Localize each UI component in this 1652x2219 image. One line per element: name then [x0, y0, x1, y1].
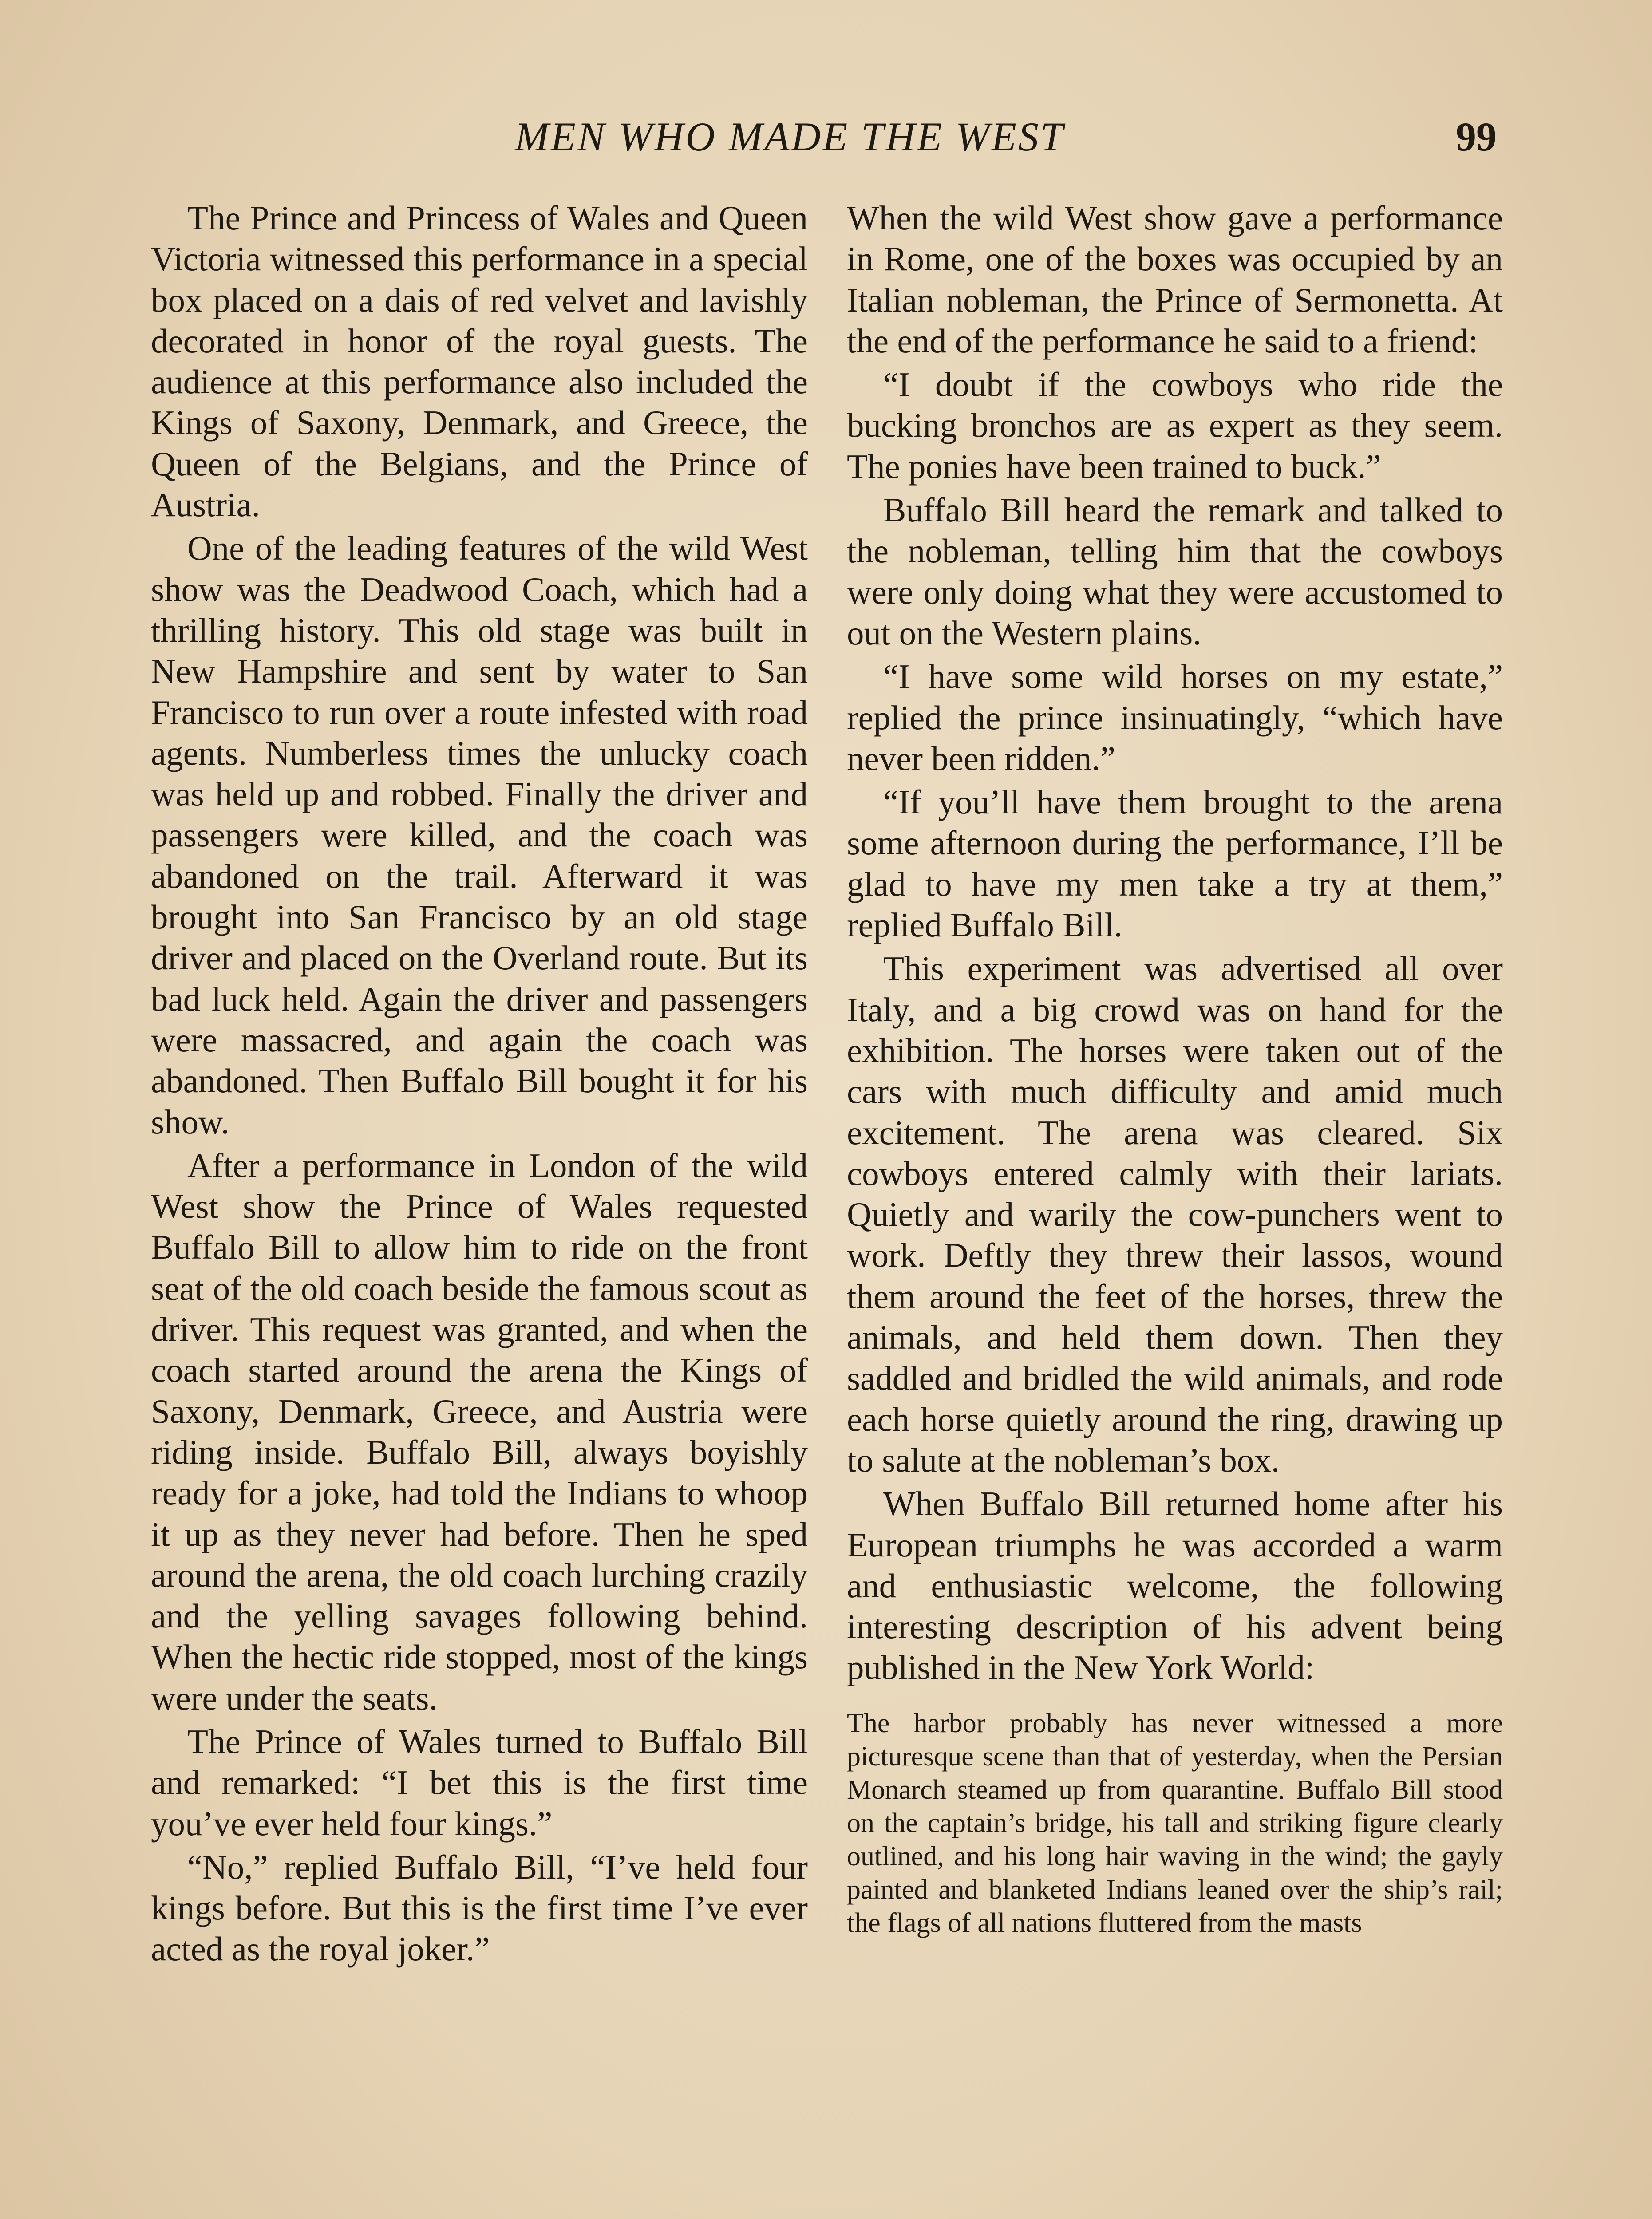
paragraph: “I have some wild horses on my estate,” replied the prince insinuatingly, “which have never been ridden.”: [847, 657, 1503, 778]
paragraph: “I doubt if the cowboys who ride the bucking bronchos are as expert as they seem. The ponies have been trained to buck.”: [847, 365, 1503, 486]
left-column: [151, 197, 808, 1972]
block-quote: [847, 1707, 1503, 1940]
paragraph: This experiment was advertised all over Italy, and a big crowd was on hand for the exhibition. The horses were taken out of the cars with much difficulty and amid much excitement. The arena was cleared. Six cowboys entered calmly with their lariats. Quietly and warily the cow-punchers went to work. Deftly they threw their lassos, wound them around the feet of the horses, threw the animals, and held them down. Then they saddled and bridled the wild animals, and rode each horse quietly around the ring, drawing up to salute at the nobleman’s box.: [847, 949, 1503, 1479]
paragraph: When Buffalo Bill returned home after his European triumphs he was accorded a warm and enthusiastic welcome, the following interesting description of his advent being published in the New York World:: [847, 1485, 1503, 1687]
paragraph: After a performance in London of the wild West show the Prince of Wales requested Buffalo Bill to allow him to ride on the front seat of the old coach beside the famous scout as driver. This request was granted, and when the coach started around the arena the Kings of Saxony, Denmark, Greece, and Austria were riding inside. Buffalo Bill, always boyishly ready for a joke, had told the Indians to whoop it up as they never had before. Then he sped around the arena, the old coach lurching crazily and the yelling savages following behind. When the hectic ride stopped, most of the kings were under the seats.: [151, 1146, 808, 1717]
running-title: MEN WHO MADE THE WEST: [515, 114, 1065, 159]
paragraph: Buffalo Bill heard the remark and talked to the nobleman, telling him that the cowboys were only doing what they were accustomed to out on the Western plains.: [847, 491, 1503, 652]
right-column: [847, 197, 1503, 1940]
page-number: 99: [1456, 114, 1497, 159]
paragraph: “If you’ll have them brought to the arena some afternoon during the performance, I’ll be glad to have my men take a try at them,” replied Buffalo Bill.: [847, 783, 1503, 944]
paragraph: The Prince of Wales turned to Buffalo Bill and remarked: “I bet this is the first time you’ve ever held four kings.”: [151, 1722, 808, 1843]
paragraph: One of the leading features of the wild West show was the Deadwood Coach, which had a thrilling history. This old stage was built in New Hampshire and sent by water to San Francisco to run over a route infested with road agents. Numberless times the unlucky coach was held up and robbed. Finally the driver and passengers were killed, and the coach was abandoned on the trail. Afterward it was brought into San Francisco by an old stage driver and placed on the Overland route. But its bad luck held. Again the driver and passengers were massacred, and again the coach was abandoned. Then Buffalo Bill bought it for his show.: [151, 529, 808, 1141]
paragraph: When the wild West show gave a performance in Rome, one of the boxes was occupied by an Italian nobleman, the Prince of Sermonetta. At the end of the performance he said to a friend:: [847, 199, 1503, 360]
paragraph: “No,” replied Buffalo Bill, “I’ve held four kings before. But this is the first time I’ve ever acted as the royal joker.”: [151, 1848, 808, 1968]
paragraph: The Prince and Princess of Wales and Queen Victoria witnessed this performance in a special box placed on a dais of red velvet and lavishly decorated in honor of the royal guests. The audience at this performance also included the Kings of Saxony, Denmark, and Greece, the Queen of the Belgians, and the Prince of Austria.: [151, 199, 808, 524]
quote-text: The harbor probably has never witnessed a more picturesque scene than that of yesterday, when the Persian Monarch steamed up from quarantine. Buffalo Bill stood on the captain’s bridge, his tall and striking figure clearly outlined, and his long hair waving in the wind; the gayly painted and blanketed Indians leaned over the ship’s rail; the flags of all nations fluttered from the masts: [847, 1708, 1503, 1938]
